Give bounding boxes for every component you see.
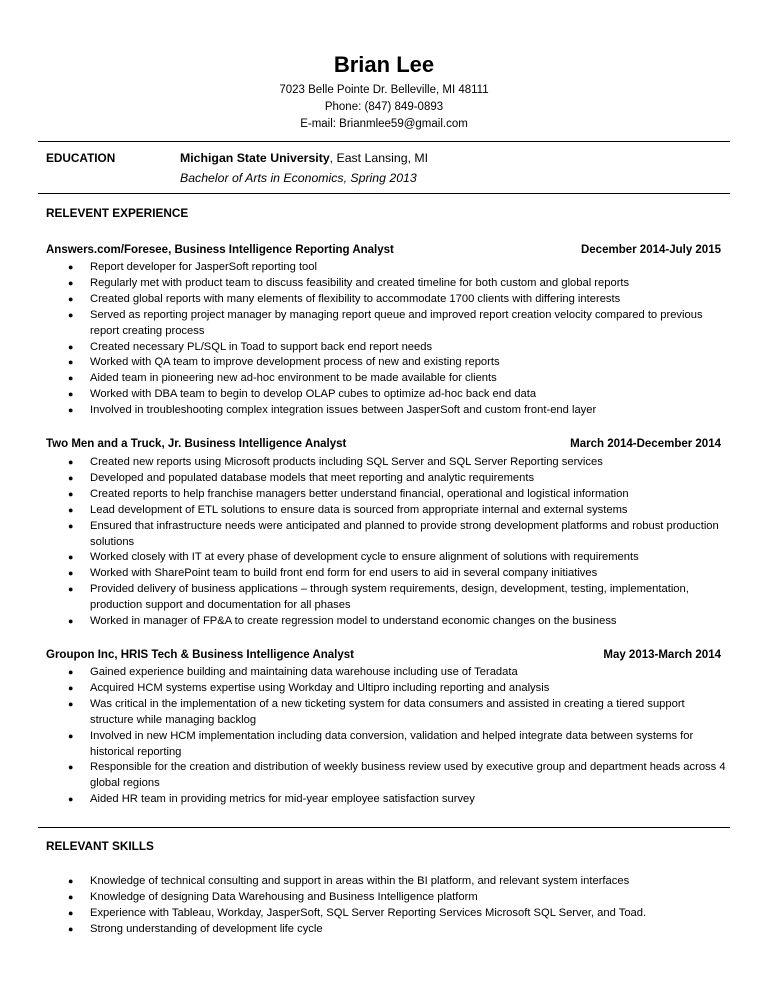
list-item: ● Strong understanding of development life cycle [66, 922, 726, 938]
list-item: ● Gained experience building and maintaining data warehouse including use of Teradata [66, 665, 726, 681]
contact-email: E-mail: Brianmlee59@gmail.com [300, 118, 468, 130]
list-item: ● Responsible for the creation and distribution of weekly business review used by executive group and department heads across 4 global regions [68, 761, 726, 790]
list-item: ● Ensured that infrastructure needs were anticipated and planned to provide strong development platforms and robust production solutions [68, 519, 719, 548]
bullet-icon: ● [68, 552, 74, 563]
education-divider [38, 193, 730, 194]
job-title: Answers.com/Foresee, Business Intelligence Reporting Analyst [46, 244, 394, 256]
list-item: ● Developed and populated database models that meet reporting and analytic requirements [66, 471, 726, 487]
school-name: Michigan State University [180, 151, 330, 165]
bullet-icon: ● [68, 730, 74, 741]
skills-heading: RELEVANT SKILLS [46, 839, 154, 853]
bullet-icon: ● [68, 488, 74, 499]
bullet-icon: ● [68, 568, 74, 579]
bullet-icon: ● [68, 373, 74, 384]
list-item: ● Involved in new HCM implementation including data conversion, validation and helped integrate data between systems for historical reporting [68, 729, 694, 758]
bullet-icon: ● [68, 472, 74, 483]
list-item: ● Knowledge of technical consulting and support in areas within the BI platform, and relevant system interfaces [66, 874, 726, 890]
list-item: ● Was critical in the implementation of a new ticketing system for data consumers and assisted in creating a tiered support structure while managing backlog [68, 697, 685, 726]
bullet-icon: ● [68, 923, 74, 934]
list-item: ● Created reports to help franchise managers better understand financial, operational and logistical information [66, 487, 726, 503]
bullet-icon: ● [68, 504, 74, 515]
bullet-icon: ● [68, 293, 74, 304]
job-title: Two Men and a Truck, Jr. Business Intelligence Analyst [46, 438, 347, 450]
skills-bullets [66, 874, 726, 938]
bullet-icon: ● [68, 341, 74, 352]
list-item: ● Worked with QA team to improve development process of new and existing reports [66, 355, 726, 371]
bullet-icon: ● [68, 389, 74, 400]
job-title: Groupon Inc, HRIS Tech & Business Intelligence Analyst [46, 649, 355, 661]
list-item: ● Worked closely with IT at every phase of development cycle to ensure alignment of solutions with requirements [66, 550, 726, 566]
job-dates: May 2013-March 2014 [603, 649, 721, 661]
bullet-icon: ● [68, 262, 74, 272]
contact-phone: Phone: (847) 849-0893 [324, 101, 444, 113]
bullet-icon: ● [68, 698, 74, 709]
resume-name: Brian Lee [333, 52, 435, 77]
list-item: ● Involved in troubleshooting complex integration issues between JasperSoft and custom front-end layer [66, 403, 726, 419]
bullet-icon: ● [68, 762, 74, 773]
list-item: ● Worked with DBA team to begin to develop OLAP cubes to optimize ad-hoc back end data [66, 387, 726, 403]
job-bullets [66, 260, 726, 419]
experience-divider [38, 827, 730, 828]
education-heading: EDUCATION [46, 151, 116, 165]
school-location: , East Lansing, MI [329, 151, 429, 165]
bullet-icon: ● [68, 357, 74, 368]
bullet-icon: ● [68, 876, 74, 886]
bullet-icon: ● [68, 457, 74, 467]
job-dates: December 2014-July 2015 [580, 244, 721, 256]
list-item: ● Created necessary PL/SQL in Toad to support back end report needs [66, 340, 726, 356]
list-item: ● Lead development of ETL solutions to ensure data is sourced from appropriate internal and external systems [66, 503, 726, 519]
list-item: ● Regularly met with product team to discuss feasibility and created timeline for both custom and global reports [66, 276, 726, 292]
job-bullets [66, 665, 726, 808]
list-item: ● Acquired HCM systems expertise using Workday and Ultipro including reporting and analysis [66, 681, 726, 697]
job-bullets [66, 455, 726, 630]
bullet-icon: ● [68, 277, 74, 288]
bullet-icon: ● [68, 520, 74, 531]
bullet-icon: ● [68, 794, 74, 805]
list-item: ● Report developer for JasperSoft reporting tool [66, 260, 726, 276]
bullet-icon: ● [68, 907, 74, 918]
list-item: ● Provided delivery of business applications – through system requirements, design, development, testing, implementation, production support and documentation for all phases [68, 583, 689, 612]
bullet-icon: ● [68, 667, 74, 677]
list-item: ● Aided HR team in providing metrics for mid-year employee satisfaction survey [66, 792, 726, 808]
bullet-icon: ● [68, 584, 74, 595]
bullet-icon: ● [68, 891, 74, 902]
bullet-icon: ● [68, 309, 74, 320]
contact-address: 7023 Belle Pointe Dr. Belleville, MI 48111 [279, 84, 489, 96]
list-item: ● Created global reports with many elements of flexibility to accommodate 1700 clients with differing interests [66, 292, 726, 308]
list-item: ● Worked in manager of FP&A to create regression model to understand economic changes on the business [66, 614, 726, 630]
experience-heading: RELEVENT EXPERIENCE [46, 206, 189, 220]
list-item: ● Served as reporting project manager by managing report queue and improved report creation velocity compared to previous report creating process [68, 308, 703, 337]
bullet-icon: ● [68, 682, 74, 693]
job-dates: March 2014-December 2014 [570, 438, 721, 450]
list-item: ● Worked with SharePoint team to build front end form for end users to aid in several company initiatives [66, 566, 726, 582]
bullet-icon: ● [68, 405, 74, 416]
list-item: ● Aided team in pioneering new ad-hoc environment to be made available for clients [66, 371, 726, 387]
header-divider [38, 141, 730, 142]
list-item: ● Experience with Tableau, Workday, JasperSoft, SQL Server Reporting Services Microsoft SQL Server, and Toad. [66, 906, 726, 922]
education-school [180, 151, 428, 167]
education-degree: Bachelor of Arts in Economics, Spring 2013 [180, 171, 417, 185]
list-item: ● Created new reports using Microsoft products including SQL Server and SQL Server Reporting services [66, 455, 726, 471]
list-item: ● Knowledge of designing Data Warehousing and Business Intelligence platform [66, 890, 726, 906]
bullet-icon: ● [68, 616, 74, 627]
